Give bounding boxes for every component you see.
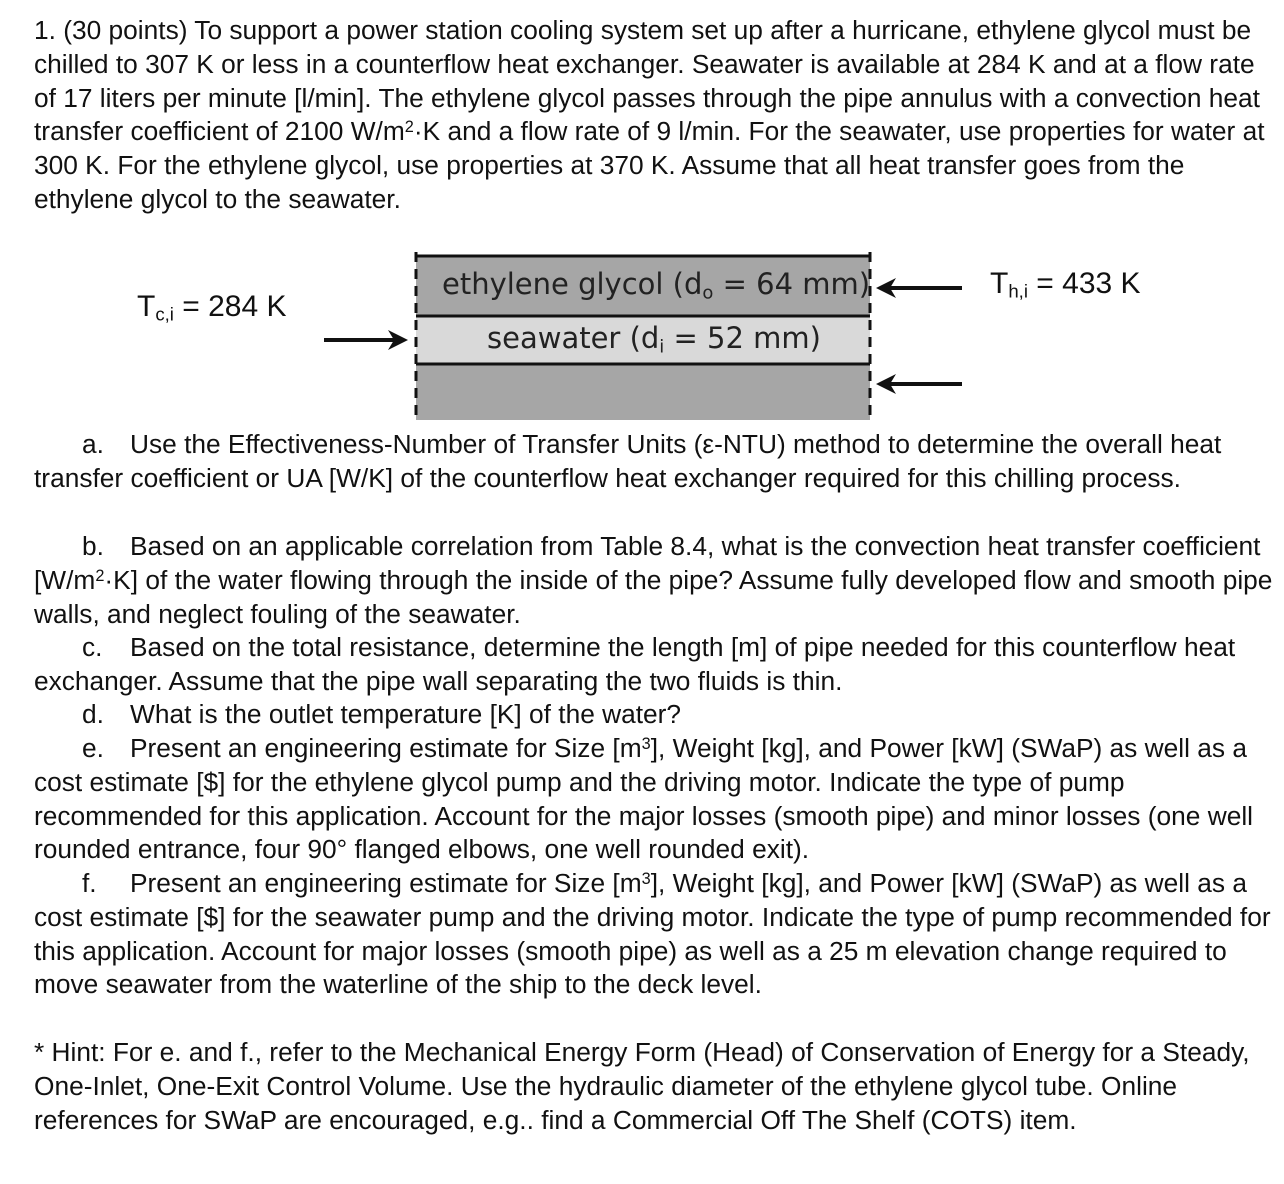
question-e-label: e. bbox=[82, 733, 104, 763]
question-c-label: c. bbox=[82, 632, 103, 662]
question-d-label: d. bbox=[82, 699, 104, 729]
hot-inlet-temperature: $T_{h,i} = 433$ K bbox=[990, 267, 1141, 302]
question-f: f. Present an engineering estimate for Size $[m^3]$, Weight [kg], and Power [kW] (SWaP) as well as a cost estimate [$] for the seawater pump and the driving motor. Indicate the type of pump recommended for this application. Account for major losses (smooth pipe) as well as a 25 m elevation change required to move seawater from the waterline of the ship to the deck level. bbox=[34, 868, 1271, 1000]
question-d: d. What is the outlet temperature [K] of the water? bbox=[34, 698, 1280, 732]
question-f-label: f. bbox=[82, 868, 97, 898]
question-c: c. Based on the total resistance, determine the length [m] of pipe needed for this counterflow heat exchanger. Assume that the pipe wall separating the two fluids is thin. bbox=[34, 632, 1236, 696]
intro-text-2: ·K and a flow rate of 9 l/min. For the seawater, use properties for water at 300 K. For the ethylene glycol, use properties at 370 K. Assume that all heat transfer goes from the ethylene glycol to the seawater. bbox=[34, 116, 1265, 214]
hot-inlet-arrow-top bbox=[876, 278, 962, 298]
question-e: e. Present an engineering estimate for Size $[m^3]$, Weight [kg], and Power [kW] (SWaP) as well as a cost estimate [$] for the ethylene glycol pump and the driving motor. Indicate the type of pump recommended for this application. Account for the major losses (smooth pipe) and minor losses (one well rounded entrance, four 90° flanged elbows, one well rounded exit). bbox=[34, 733, 1254, 865]
problem-intro bbox=[34, 14, 1280, 217]
question-b-label: b. bbox=[82, 531, 104, 561]
cold-inlet-arrow bbox=[324, 330, 408, 350]
annulus-bottom bbox=[416, 364, 870, 420]
intro-superscript: 2 bbox=[404, 118, 414, 137]
intro-text-1: 1. (30 points) To support a power station cooling system set up after a hurricane, ethylene glycol must be chilled to 307 K or less in a counterflow heat exchanger. Seawater is available at 284 K and at a flow rate of 17 liters per minute [l/min]. The ethylene glycol passes through the pipe annulus with a convection heat transfer coefficient of 2100 W/m bbox=[34, 15, 1260, 147]
question-a: a. Use the Effectiveness-Number of Transfer Units (ε-NTU) method to determine the overall heat transfer coefficient or UA [W/K] of the counterflow heat exchanger required for this chilling process. bbox=[34, 429, 1222, 493]
annulus-label: ethylene glycol ($d_o = 64$ mm) bbox=[442, 267, 871, 304]
pipe-label: seawater ($d_i = 52$ mm) bbox=[487, 321, 821, 358]
heat-exchanger-diagram bbox=[0, 250, 1284, 430]
hot-inlet-arrow-bottom bbox=[876, 374, 962, 394]
question-a-label: a. bbox=[82, 429, 104, 459]
hint: * Hint: For e. and f., refer to the Mechanical Energy Form (Head) of Conservation of Energy for a Steady, One-Inlet, One-Exit Control Volume. Use the hydraulic diameter of the ethylene glycol tube. Online references for SWaP are encouraged, e.g.. find a Commercial Off The Shelf (COTS) item. bbox=[34, 1037, 1250, 1135]
cold-inlet-temperature: $T_{c,i} = 284$ K bbox=[137, 290, 287, 325]
question-b: b. Based on an applicable correlation from Table 8.4, what is the convection heat transfer coefficient $[W/m^2\cdot K]$ of the water flowing through the inside of the pipe? Assume fully developed flow and smooth pipe walls, and neglect fouling of the seawater. bbox=[34, 531, 1273, 629]
